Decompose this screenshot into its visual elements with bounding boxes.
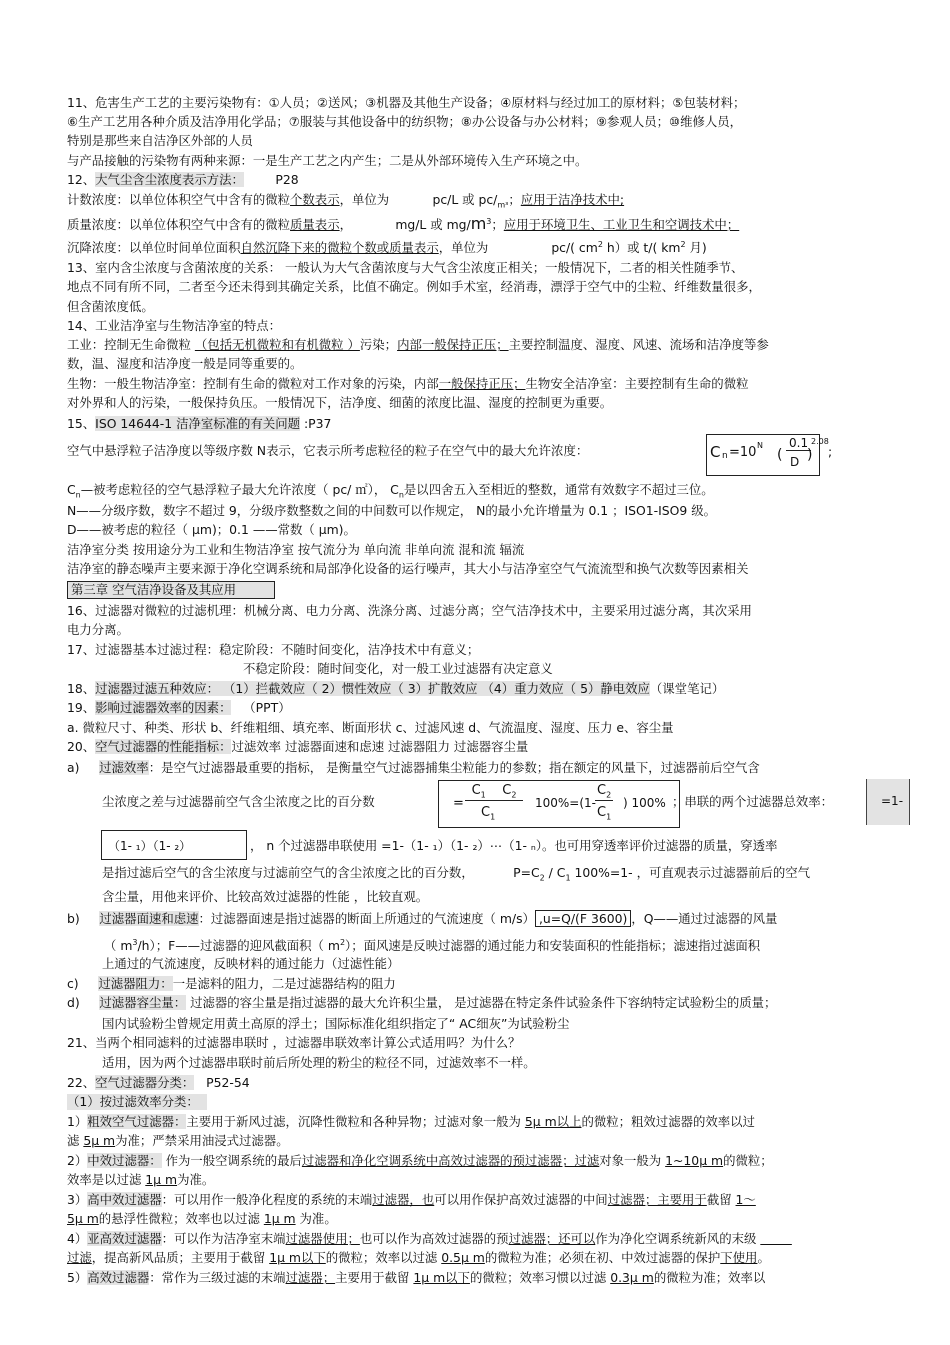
text-line-11: 11、危害生产工艺的主要污染物有：①人员；②送风；③机器及其他生产设备；④原材料与经过加工的原材料；⑤包装材料； bbox=[67, 95, 746, 110]
text-line: 但含菌浓度低。 bbox=[67, 299, 154, 314]
text-line: ， n 个过滤器串联使用 =1-（1- ₁）（1- ₂）⋯（1- ₙ）。也可用穿透率评价过滤器的质量，穿透率 bbox=[250, 838, 778, 853]
text-line: 国内试验粉尘曾规定用黄土高原的浮土；国际标准化组织指定了“ AC细灰”为试验粉尘 bbox=[102, 1016, 570, 1031]
text-line: 14、工业洁净室与生物洁净室的特点： bbox=[67, 318, 282, 333]
text-line: 质量浓度：以单位体积空气中含有的微粒质量表示， mg/L 或 $mg/m^3$；应用于环境卫生、工业卫生和空调技术中； bbox=[67, 214, 740, 234]
text-line: c) 过滤器阻力：一是滤料的阻力，二是过滤器结构的阻力 bbox=[67, 976, 396, 991]
text-line: 21、当两个相同滤料的过滤器串联时 ，过滤器串联效率计算公式适用吗？为什么？ bbox=[67, 1035, 521, 1050]
text-line: 沉降浓度：以单位时间单位面积自然沉降下来的微粒个数或质量表示，单位为 pc/( $cm^2$ h）或 t/( $km^2$ 月) bbox=[67, 240, 707, 256]
text-line: 特别是那些来自洁净区外部的人员 bbox=[67, 133, 253, 148]
text-line: 对外界和人的污染，一般保持负压。一般情况下，洁净度、细菌的浓度比温、湿度的控制更为重要。 bbox=[67, 395, 613, 410]
text-line: 过滤，提高新风品质；主要用于截留 1μ m以下的微粒；效率以过滤 0.5μ m的微粒为准；必须在初、中效过滤器的保护下使用。 bbox=[67, 1250, 770, 1265]
text-line: 2）中效过滤器： 作为一般空调系统的最后过滤器和净化空调系统中高效过滤器的预过滤器；过滤对象一般为 1~10μ m的微粒； bbox=[67, 1153, 773, 1168]
text-line: 4）亚高效过滤器：可以作为洁净室末端过滤器使用；也可以作为高效过滤器的预过滤器；还可以作为净化空调系统新风的末级 bbox=[67, 1231, 761, 1246]
text-line: $C_n—$被考虑粒径的空气悬浮粒子最大允许浓度（ pc/ ㎡）， $C_n$是以四舍五入至相近的整数，通常有效数字不超过三位。 bbox=[67, 482, 714, 500]
text-line: （ $m^3/h$）；F——过滤器的迎风截面积（ $m^2$）；面风速是反映过滤器的通过能力和安装面积的性能指标；滤速指过滤面积 bbox=[104, 938, 761, 954]
formula-semicolon: ; bbox=[828, 444, 833, 459]
text-line: 不稳定阶段：随时间变化，对一般工业过滤器有决定意义 bbox=[243, 661, 553, 676]
text-line: 洁净室的静态噪声主要来源于净化空调系统和局部净化设备的运行噪声，其大小与洁净室空气气流流型和换气次数等因素相关 bbox=[67, 561, 749, 576]
text-line: 空气中悬浮粒子洁净度以等级序数 N表示，它表示所考虑粒径的粒子在空气中的最大允许浓度： bbox=[67, 443, 589, 458]
heading-19: 19、影响过滤器效率的因素： （PPT） bbox=[67, 700, 291, 715]
heading-18: 18、过滤器过滤五种效应： （1）拦截效应（ 2）惯性效应（ 3）扩散效应 （4）重力效应（ 5）静电效应（课堂笔记） bbox=[67, 681, 725, 696]
formula-box-efficiency: = $C_1$ $C_2$ $C_1$ 100%=(1- $C_2$ $C_1$ ) 100% bbox=[438, 780, 680, 828]
text-line: 尘浓度之差与过滤器前空气含尘浓度之比的百分数 bbox=[102, 794, 375, 809]
formula-box-series: =1- bbox=[866, 779, 910, 825]
heading-22: 22、空气过滤器分类： P52-54 bbox=[67, 1075, 250, 1090]
chapter-heading: 第三章 空气洁净设备及其应用 bbox=[67, 581, 275, 599]
subheading: （1）按过滤效率分类： bbox=[67, 1094, 207, 1110]
text-line: 5）高效过滤器：常作为三级过滤的末端过滤器；主要用于截留 1μ m以下的微粒；效率习惯以过滤 0.3μ m的微粒为准；效率以 bbox=[67, 1270, 766, 1285]
highlight: 大气尘含尘浓度表示方法： bbox=[95, 172, 244, 187]
text-line: 13、室内含尘浓度与含菌浓度的关系： 一般认为大气含菌浓度与大气含尘浓度正相关；一般情况下，二者的相关性随季节、 bbox=[67, 260, 744, 275]
heading-12: 12、大气尘含尘浓度表示方法： P28 bbox=[67, 172, 299, 187]
text-line: ；串联的两个过滤器总效率： bbox=[672, 794, 834, 809]
text-line: 效率是以过滤 1μ m为准。 bbox=[67, 1172, 215, 1187]
text-line: 含尘量，用他来评价、比较高效过滤器的性能 ，比较直观。 bbox=[102, 889, 429, 904]
formula-box-series-product: （1- ₁）（1- ₂） bbox=[101, 830, 247, 860]
formula-box-cn: C n =10 N ( 0.1 D ) bbox=[706, 434, 820, 476]
text-line: 地点不同有所不同，二者至今还未得到其确定关系，比值不确定。例如手术室，经消毒，漂浮于空气中的尘粒、纤维数量很多， bbox=[67, 279, 761, 294]
text-line: 3）高中效过滤器：可以用作一般净化程度的系统的末端过滤器，也可以用作保护高效过滤器的中间过滤器；主要用于截留 1～ bbox=[67, 1192, 756, 1207]
text-line: 滤 5μ m为准；严禁采用油浸式过滤器。 bbox=[67, 1133, 289, 1148]
heading-20: 20、空气过滤器的性能指标：过滤效率 过滤器面速和虑速 过滤器阻力 过滤器容尘量 bbox=[67, 739, 529, 754]
text-line: 生物：一般生物洁净室：控制有生命的微粒对工作对象的污染，内部一般保持正压；生物安全洁净室：主要控制有生命的微粒 bbox=[67, 376, 749, 391]
text-line: b) 过滤器面速和虑速：过滤器面速是指过滤器的断面上所通过的气流速度（ m/s） ,u=Q/(F 3600) ，Q——通过过滤器的风量 bbox=[67, 911, 778, 926]
text-line: N——分级序数，数字不超过 9，分级序数整数之间的中间数可以作规定， N的最小允许增量为 0.1 ；ISO1-ISO9 级。 bbox=[67, 503, 717, 518]
text-line: a) 过滤效率：是空气过滤器最重要的指标， 是衡量空气过滤器捕集尘粒能力的参数；指在额定的风量下，过滤器前后空气含 bbox=[67, 760, 760, 775]
text-line: 电力分离。 bbox=[67, 622, 129, 637]
text-line: 工业：控制无生命微粒 （包括无机微粒和有机微粒 ）污染；内部一般保持正压；主要控制温度、湿度、风速、流场和洁净度等参 bbox=[67, 337, 769, 352]
text-line: D——被考虑的粒径（ μm)；0.1 ——常数（ μm)。 bbox=[67, 522, 356, 537]
text-line: 计数浓度：以单位体积空气中含有的微粒个数表示，单位为 pc/L 或 $pc/_{m^3}$；应用于洁净技术中; bbox=[67, 192, 625, 210]
text-line: 1）粗效空气过滤器：主要用于新风过滤，沉降性微粒和各种异物；过滤对象一般为 5μ m以上的微粒；粗效过滤器的效率以过 bbox=[67, 1114, 755, 1129]
text-line: 上通过的气流速度，反映材料的通过能力（过滤性能） bbox=[102, 956, 400, 971]
text-line: a. 微粒尺寸、种类、形状 b、纤维粗细、填充率、断面形状 c、过滤风速 d、气流温度、湿度、压力 e、容尘量 bbox=[67, 720, 674, 735]
text-line: 与产品接触的污染物有两种来源：一是生产工艺之内产生；二是从外部环境传入生产环境之中。 bbox=[67, 153, 588, 168]
text-line: 适用，因为两个过滤器串联时前后所处理的粉尘的粒径不同，过滤效率不一样。 bbox=[102, 1055, 536, 1070]
text-line: 16、过滤器对微粒的过滤机理：机械分离、电力分离、洗涤分离、过滤分离；空气洁净技术中，主要采用过滤分离，其次采用 bbox=[67, 603, 752, 618]
text-line: ⑥生产工艺用各种介质及洁净用化学品；⑦服装与其他设备中的纺织物；⑧办公设备与办公材料；⑨参观人员；⑩维修人员， bbox=[67, 114, 743, 129]
text-line: 数，温、湿度和洁净度一般是同等重要的。 bbox=[67, 356, 303, 371]
text-line: 5μ m的悬浮性微粒；效率也以过滤 1μ m 为准。 bbox=[67, 1211, 337, 1226]
formula-exponent: 2.08 bbox=[811, 437, 829, 446]
text-line: 洁净室分类 按用途分为工业和生物洁净室 按气流分为 单向流 非单向流 混和流 辐流 bbox=[67, 542, 525, 557]
text-line: 是指过滤后空气的含尘浓度与过滤前空气的含尘浓度之比的百分数， $P=C_2 / C_1$ 100%=1- ，可直观表示过滤器前后的空气 bbox=[102, 865, 811, 883]
text-line: 17、过滤器基本过滤过程：稳定阶段：不随时间变化，洁净技术中有意义； bbox=[67, 642, 480, 657]
text-line: d) 过滤器容尘量： 过滤器的容尘量是指过滤器的最大允许积尘量， 是过滤器在特定条件试验条件下容纳特定试验粉尘的质量； bbox=[67, 995, 777, 1010]
heading-15: 15、ISO 14644-1 洁净室标准的有关问题 :P37 bbox=[67, 416, 332, 431]
